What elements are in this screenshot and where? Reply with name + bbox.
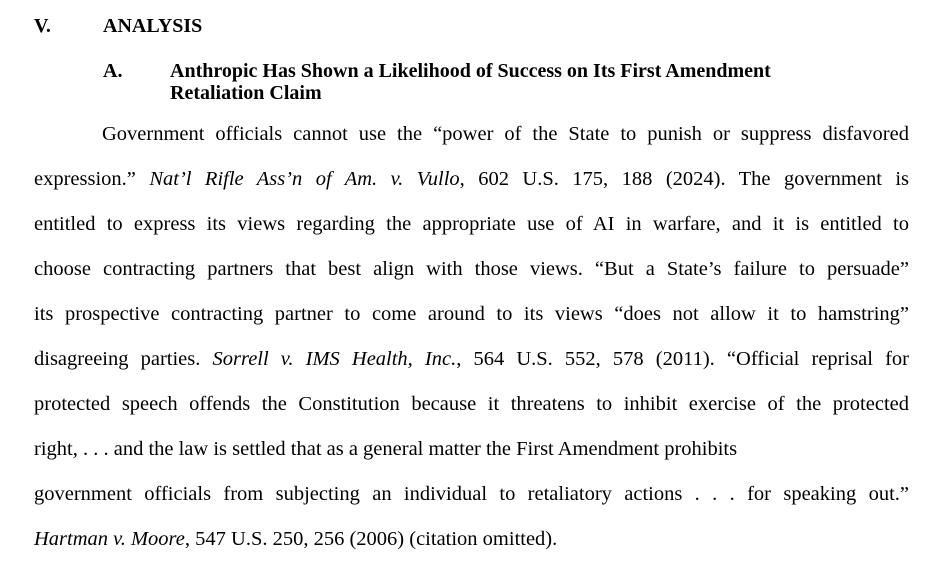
paragraph-line: government officials from subjecting an individual to retaliatory actions . . . for speaking out.”: [34, 483, 909, 505]
section-number: V.: [34, 15, 51, 37]
paragraph-line: [34, 342, 909, 387]
case-citation: Hartman v. Moore: [34, 528, 185, 550]
body-paragraph: [34, 117, 909, 567]
paragraph-line: Government officials cannot use the “power of the State to punish or suppress disfavored: [102, 123, 909, 145]
case-citation: Nat’l Rifle Ass’n of Am. v. Vullo: [149, 168, 460, 190]
subsection-title-line-1: Anthropic Has Shown a Likelihood of Success on Its First Amendment: [170, 60, 771, 82]
subsection-title: [170, 60, 870, 104]
case-citation: Sorrell v. IMS Health, Inc.: [212, 348, 457, 370]
section-title: ANALYSIS: [103, 15, 203, 37]
paragraph-line: entitled to express its views regarding the appropriate use of AI in warfare, and it is entitled to: [34, 213, 909, 235]
subsection-title-line-2: Retaliation Claim: [170, 82, 322, 104]
subsection-letter: A.: [103, 60, 123, 82]
paragraph-line: choose contracting partners that best align with those views. “But a State’s failure to persuade”: [34, 258, 909, 280]
text-run: , 547 U.S. 250, 256 (2006) (citation omitted).: [184, 528, 558, 550]
text-run: disagreeing parties.: [34, 348, 213, 370]
text-run: expression.”: [34, 168, 150, 190]
text-run: , 602 U.S. 175, 188 (2024). The government is: [459, 168, 910, 190]
paragraph-line: its prospective contracting partner to come around to its views “does not allow it to hamstring”: [34, 303, 909, 325]
text-run: , 564 U.S. 552, 578 (2011). “Official reprisal for: [456, 348, 909, 370]
paragraph-line: right, . . . and the law is settled that as a general matter the First Amendment prohibits: [34, 438, 738, 460]
paragraph-line: [34, 522, 909, 567]
paragraph-line: [34, 162, 909, 207]
paragraph-line: protected speech offends the Constitution because it threatens to inhibit exercise of the protected: [34, 393, 909, 415]
